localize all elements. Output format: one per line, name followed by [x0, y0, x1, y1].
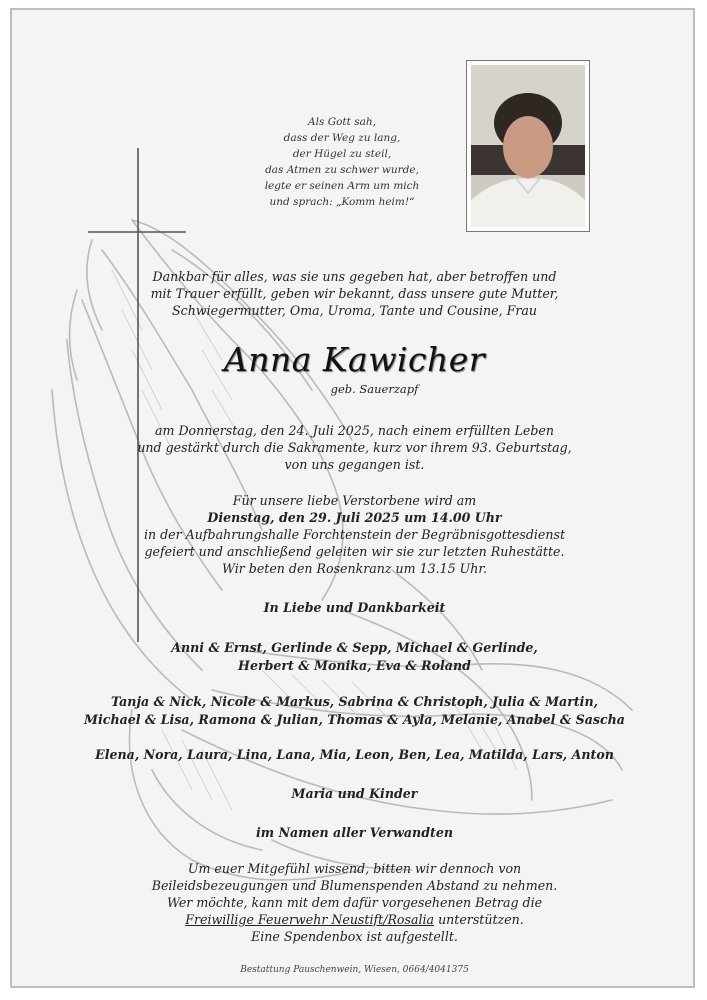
- death-line: am Donnerstag, den 24. Juli 2025, nach einem erfüllten Leben: [154, 423, 554, 438]
- closing-line: Beileidsbezeugungen und Blumenspenden Abstand zu nehmen.: [151, 878, 558, 893]
- funeral-line: Wir beten den Rosenkranz um 13.15 Uhr.: [221, 561, 488, 576]
- death-line: und gestärkt durch die Sakramente, kurz vor ihrem 93. Geburtstag,: [137, 440, 572, 455]
- poem-line: Als Gott sah,: [308, 116, 376, 128]
- closing-line: Eine Spendenbox ist aufgestellt.: [251, 929, 458, 944]
- funeral-details: [12, 492, 695, 577]
- mourner-line: Anni & Ernst, Gerlinde & Sepp, Michael & Gerlinde,: [171, 640, 538, 655]
- poem-line: der Hügel zu steil,: [292, 148, 392, 160]
- donation-beneficiary: Freiwillige Feuerwehr Neustift/Rosalia: [185, 912, 435, 927]
- mourners-children: [12, 639, 695, 675]
- intro-line: Dankbar für alles, was sie uns gegeben hat, aber betroffen und: [152, 269, 557, 284]
- mourner-line: Herbert & Monika, Eva & Roland: [238, 658, 471, 673]
- poem-line: das Atmen zu schwer wurde,: [265, 164, 419, 176]
- funeral-line: Für unsere liebe Verstorbene wird am: [232, 493, 477, 508]
- poem-line: legte er seinen Arm um mich: [264, 180, 420, 192]
- poem: [232, 114, 452, 210]
- mourners-heading: In Liebe und Dankbarkeit: [263, 600, 446, 615]
- closing-line-suffix: unterstützen.: [434, 912, 524, 927]
- mourners-relatives: im Namen aller Verwandten: [255, 825, 454, 840]
- closing-line: [12, 911, 695, 928]
- maiden-name: geb. Sauerzapf: [330, 382, 419, 396]
- closing-line: Wer möchte, kann mit dem dafür vorgesehenen Betrag die: [166, 895, 543, 910]
- undertaker-footer: Bestattung Pauschenwein, Wiesen, 0664/4041375: [240, 965, 469, 975]
- deceased-name: Anna Kawicher: [223, 340, 486, 379]
- mourners-great-grandchildren: Elena, Nora, Laura, Lina, Lana, Mia, Leon, Ben, Lea, Matilda, Lars, Anton: [95, 747, 614, 762]
- closing-line: Um euer Mitgefühl wissend, bitten wir dennoch von: [187, 861, 522, 876]
- mourner-line: Tanja & Nick, Nicole & Markus, Sabrina & Christoph, Julia & Martin,: [110, 694, 598, 709]
- intro-line: mit Trauer erfüllt, geben wir bekannt, dass unsere gute Mutter,: [150, 286, 559, 301]
- poem-line: dass der Weg zu lang,: [283, 132, 401, 144]
- death-line: von uns gegangen ist.: [284, 457, 425, 472]
- closing-request: [12, 860, 695, 945]
- mourners-other: Maria und Kinder: [291, 786, 418, 801]
- intro-line: Schwiegermutter, Oma, Uroma, Tante und Cousine, Frau: [172, 303, 537, 318]
- funeral-date-time: Dienstag, den 29. Juli 2025 um 14.00 Uhr: [207, 510, 502, 525]
- announcement-intro: [12, 268, 695, 319]
- death-notice: [12, 422, 695, 473]
- portrait-photo-frame: [466, 60, 590, 232]
- mourner-line: Michael & Lisa, Ramona & Julian, Thomas & Ayla, Melanie, Anabel & Sascha: [84, 712, 625, 727]
- obituary-card: [10, 8, 695, 988]
- poem-line: und sprach: „Komm heim!“: [269, 196, 415, 208]
- funeral-line: in der Aufbahrungshalle Forchtenstein der Begräbnisgottesdienst: [143, 527, 566, 542]
- portrait-photo: [471, 65, 585, 227]
- funeral-line: gefeiert und anschließend geleiten wir sie zur letzten Ruhestätte.: [144, 544, 565, 559]
- mourners-grandchildren: [12, 693, 695, 729]
